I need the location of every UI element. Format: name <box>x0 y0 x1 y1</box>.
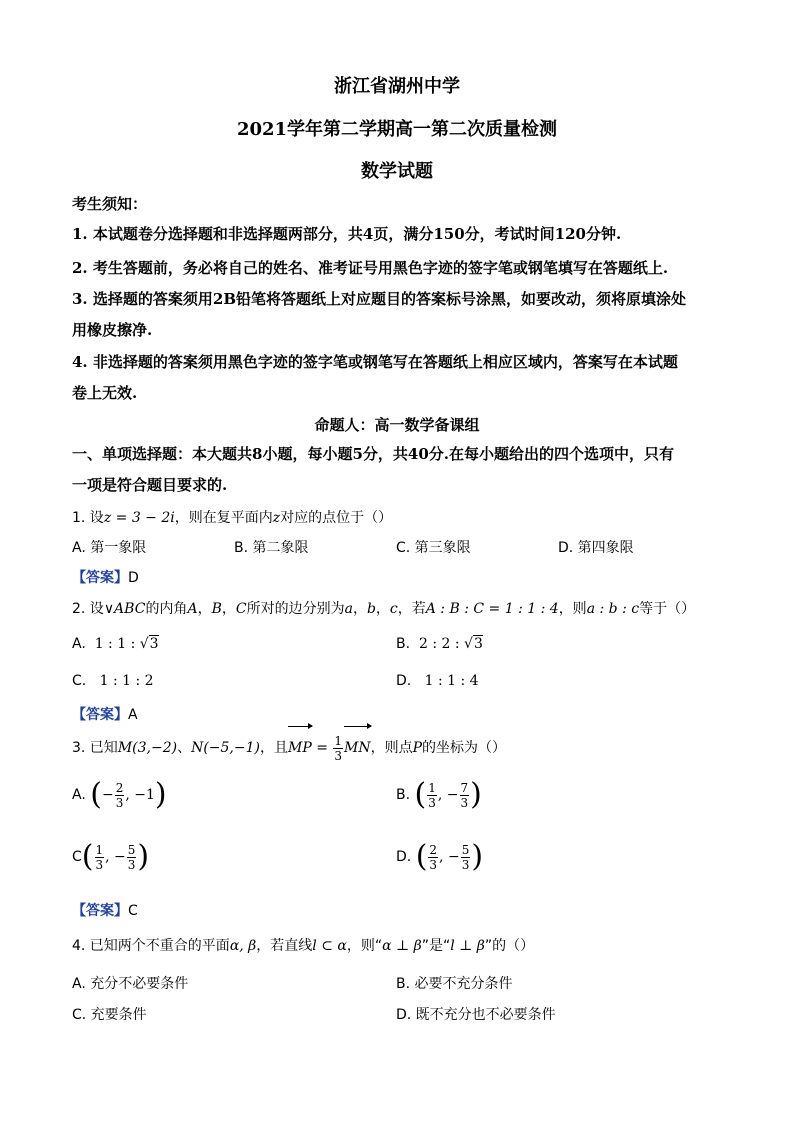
question-4-suffix: ”的（） <box>484 938 535 954</box>
question-1-var: z <box>272 510 281 526</box>
notice-item-4-cont: 卷上无效. <box>72 384 138 402</box>
fraction-one-third <box>333 734 343 763</box>
fraction-numerator: 2 <box>429 842 438 857</box>
angle-ratio: A : B : C = 1 : 1 : 4 <box>425 601 559 617</box>
question-3-tail: ，则点 <box>370 740 413 756</box>
question-4-text-c: ”是“ <box>421 938 451 954</box>
answer-value: D <box>128 570 139 586</box>
question-1-option-b: B. 第二象限 <box>234 540 309 556</box>
condition-1: α ⊥ β <box>382 938 422 954</box>
notice-item-3: 3. 选择题的答案须用2B铅笔将答题纸上对应题目的答案标号涂黑，如要改动，须将原填涂处 <box>72 290 687 308</box>
fraction-denominator: 3 <box>428 795 436 810</box>
subject-title: 数学试题 <box>361 161 433 182</box>
vector-arrow-icon <box>344 726 371 732</box>
option-root: 3 <box>149 636 159 652</box>
question-2-option-c <box>72 673 154 689</box>
answer-label: 【答案】 <box>72 707 128 723</box>
question-3-mid: ，且 <box>259 740 288 756</box>
question-2-text-c: ，若 <box>397 601 426 617</box>
fraction-numerator: 2 <box>115 780 124 795</box>
option-label: D. <box>396 849 412 865</box>
question-1-option-d: D. 第四象限 <box>558 540 634 556</box>
vertex-c: C <box>235 601 247 617</box>
option-label: A. <box>72 787 86 803</box>
option-rest: , − <box>105 849 126 865</box>
point-n: N(−5,−1) <box>191 740 260 756</box>
fraction-numerator: 1 <box>334 733 343 748</box>
question-4-option-d: D. 既不充分也不必要条件 <box>396 1007 556 1023</box>
exam-title: 2021学年第二学期高一第二次质量检测 <box>236 119 558 140</box>
question-2-option-d <box>396 673 479 689</box>
side-ratio: a : b : c <box>586 601 640 617</box>
vector-mn-label: MN <box>344 740 371 756</box>
question-2-prefix: 2. 设 <box>72 601 104 617</box>
question-3-option-d: D. ( $\frac{2}{3}$ , − $\frac{5}{3}$ ) <box>396 839 484 874</box>
question-4-option-b: B. 必要不充分条件 <box>396 976 513 992</box>
section-heading-line1: 一、单项选择题：本大题共8小题，每小题5分，共40分.在每小题给出的四个选项中，只有 <box>72 445 674 463</box>
section-heading-line2: 一项是符合题目要求的. <box>72 476 228 494</box>
fraction-denominator: 3 <box>460 795 469 810</box>
fraction-denominator: 3 <box>95 857 104 872</box>
question-4-prefix: 4. 已知两个不重合的平面 <box>72 938 230 954</box>
point-p: P <box>412 740 423 756</box>
vector-arrow-icon <box>288 726 312 732</box>
author-line: 命题人：高一数学备课组 <box>314 416 480 434</box>
question-2-text-b: 所对的边分别为 <box>246 601 345 617</box>
option-label: D. <box>396 673 412 689</box>
option-label: C <box>72 849 82 865</box>
question-2-triangle: ∨ABC <box>103 601 146 617</box>
vertex-a: A <box>187 601 198 617</box>
answer-value: C <box>128 903 138 919</box>
option-rest: , − <box>439 849 460 865</box>
point-m: M(3,−2) <box>117 740 178 756</box>
question-2-text-d: ，则 <box>558 601 587 617</box>
fraction-denominator: 3 <box>115 795 124 810</box>
side-c: c <box>389 601 398 617</box>
option-label: A. <box>72 636 86 652</box>
option-label: B. <box>396 787 411 803</box>
question-3-prefix: 3. 已知 <box>72 740 118 756</box>
answer-value: A <box>128 707 138 723</box>
question-3-option-b: B. ( $\frac{1}{3}$ , − $\frac{7}{3}$ ) <box>396 777 482 812</box>
question-1-math: z = 3 − 2i <box>103 510 175 526</box>
fraction-denominator: 3 <box>334 748 343 763</box>
option-label: C. <box>72 673 87 689</box>
question-2-text-a: 的内角 <box>145 601 188 617</box>
notice-item-1: 1. 本试题卷分选择题和非选择题两部分，共4页，满分150分，考试时间120分钟. <box>72 225 622 243</box>
answer-label: 【答案】 <box>72 903 128 919</box>
notice-item-4: 4. 非选择题的答案须用黑色字迹的签字笔或钢笔写在答题纸上相应区域内，答案写在本试题 <box>72 353 678 371</box>
question-2-option-a: A. 1 : 1 : √3 <box>72 636 159 652</box>
side-a: a <box>344 601 353 617</box>
question-2-stem: 2. 设∨ABC的内角A，B，C所对的边分别为a，b，c，若A : B : C = 1 : 1 : 4，则a : b : c等于（） <box>72 601 696 617</box>
fraction-numerator: 7 <box>460 780 469 795</box>
school-title: 浙江省湖州中学 <box>334 76 460 97</box>
notice-item-2: 2. 考生答题前，务必将自己的姓名、准考证号用黑色字迹的签字笔或钢笔填写在答题纸上. <box>72 259 669 277</box>
answer-label: 【答案】 <box>72 570 128 586</box>
planes: α, β <box>229 938 257 954</box>
option-text: 2 : 2 : <box>418 636 465 652</box>
fraction-denominator: 3 <box>127 857 136 872</box>
option-text: 1 : 1 : 4 <box>424 673 479 689</box>
question-2-answer <box>72 704 138 724</box>
option-label: B. <box>396 636 411 652</box>
question-1-option-a: A. 第一象限 <box>72 540 147 556</box>
fraction-numerator: 5 <box>127 842 136 857</box>
question-4-text-b: ，则“ <box>346 938 383 954</box>
question-2-option-b: B. 2 : 2 : √3 <box>396 636 483 652</box>
option-rest: , − <box>437 787 459 803</box>
notice-heading: 考生须知： <box>72 195 148 213</box>
option-root: 3 <box>473 636 483 652</box>
question-1-answer <box>72 567 139 587</box>
question-1-option-c: C. 第三象限 <box>396 540 471 556</box>
fraction-numerator: 5 <box>461 842 470 857</box>
question-3-suffix: 的坐标为（） <box>422 740 507 756</box>
question-3-option-a: A. (− $\frac{2}{3}$ , −1) <box>72 777 167 812</box>
question-4-mid: ，若直线 <box>256 938 313 954</box>
vector-mp <box>288 733 312 763</box>
question-4-option-a: A. 充分不必要条件 <box>72 976 189 992</box>
question-1-prefix: 1. 设 <box>72 510 104 526</box>
option-text: 1 : 1 : <box>94 636 140 652</box>
question-1-stem <box>72 507 392 527</box>
option-rest: , −1 <box>125 787 155 803</box>
question-1-suffix: 对应的点位于（） <box>280 510 393 526</box>
fraction-numerator: 1 <box>428 780 436 795</box>
vector-mp-label: MP <box>287 740 312 756</box>
question-4-option-c: C. 充要条件 <box>72 1007 147 1023</box>
fraction-numerator: 1 <box>95 842 104 857</box>
question-2-suffix: 等于（） <box>639 601 696 617</box>
vector-mn <box>344 733 371 763</box>
question-1-mid: ，则在复平面内 <box>174 510 273 526</box>
condition-2: l ⊥ β <box>450 938 485 954</box>
side-b: b <box>366 601 376 617</box>
option-text: 1 : 1 : 2 <box>99 673 154 689</box>
separator: 、 <box>177 740 192 756</box>
vertex-b: B <box>211 601 222 617</box>
equals-sign: = <box>311 740 333 756</box>
fraction-denominator: 3 <box>461 857 470 872</box>
notice-item-3-cont: 用橡皮擦净. <box>72 321 153 339</box>
fraction-denominator: 3 <box>429 857 438 872</box>
question-3-option-c: C( $\frac{1}{3}$ , − $\frac{5}{3}$ ) <box>72 839 150 874</box>
option-sign: − <box>101 787 114 803</box>
question-3-stem <box>72 733 506 763</box>
question-4-stem <box>72 935 534 955</box>
line-relation: l ⊂ α <box>312 938 347 954</box>
question-3-answer <box>72 900 138 920</box>
